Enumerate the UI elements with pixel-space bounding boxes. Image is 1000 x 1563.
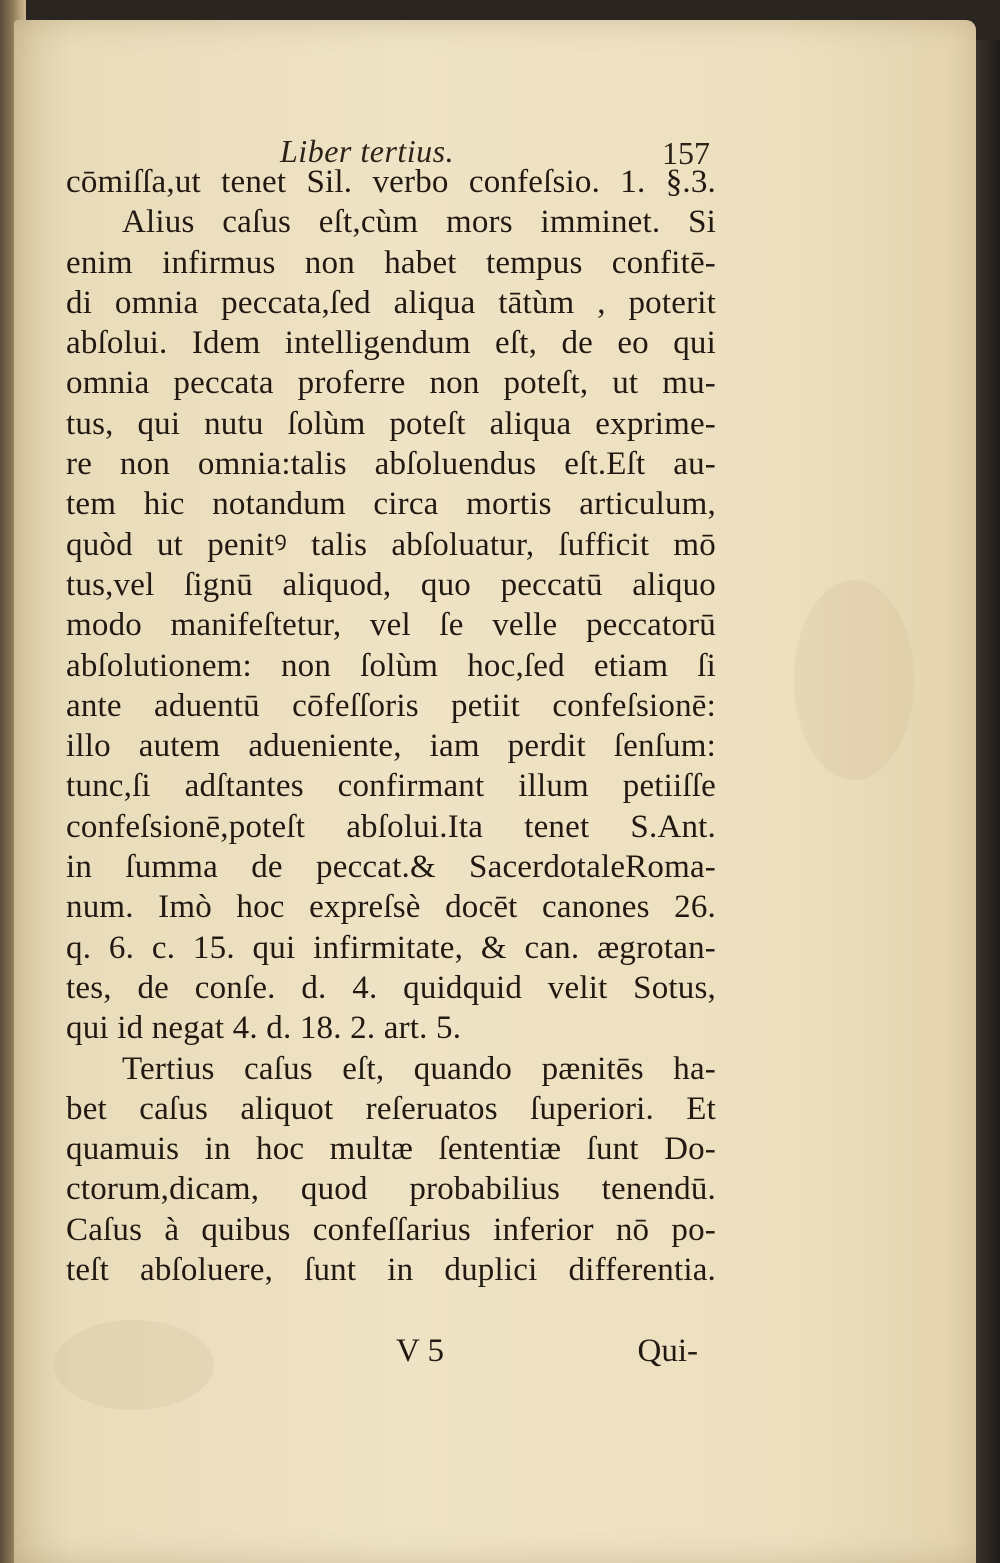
text-line: cōmiſſa,ut tenet Sil. verbo confeſsio. 1. §.3. [66,164,716,200]
page-edge-shadow [976,40,1000,1563]
body-text [66,162,716,1290]
text-line: illo autem adueniente, iam perdit ſenſum: [66,728,716,765]
text-line: in ſumma de peccat.& SacerdotaleRoma- [66,849,716,886]
text-line: modo manifeſtetur, vel ſe velle peccatorū [66,607,716,644]
text-line: tunc,ſi adſtantes confirmant illum petiiſſe [66,768,716,805]
text-line: confeſsionē,poteſt abſolui.Ita tenet S.Ant. [66,808,716,845]
text-line: Alius caſus eſt,cùm mors imminet. Si [122,204,716,241]
text-line: omnia peccata proferre non poteſt, ut mu- [66,365,716,402]
text-line: di omnia peccata,ſed aliqua tātùm , poterit [66,284,716,321]
text-line: Caſus à quibus confeſſarius inferior nō po- [66,1211,716,1248]
text-line: tus, qui nutu ſolùm poteſt aliqua exprime- [66,405,716,442]
signature-mark: V 5 [396,1333,444,1369]
paper-stain [794,580,914,780]
text-line: q. 6. c. 15. qui infirmitate, & can. ægrotan- [66,929,716,966]
page-number: 157 [662,135,710,171]
text-line: abſolutionem: non ſolùm hoc,ſed etiam ſi [66,647,716,684]
page-footer [66,1333,698,1377]
text-line: re non omnia:talis abſoluendus eſt.Eſt au- [66,446,716,483]
text-line: ante aduentū cōfeſſoris petiit confeſsionē: [66,687,716,724]
text-line: num. Imò hoc expreſsè docēt canones 26. [66,889,716,926]
text-line: Tertius caſus eſt, quando pænitēs ha- [122,1050,716,1087]
text-line: tes, de conſe. d. 4. quidquid velit Sotus, [66,969,716,1006]
text-line: enim infirmus non habet tempus confitē- [66,244,716,281]
running-head-title: Liber tertius. [280,133,455,169]
text-line: tus,vel ſignū aliquod, quo peccatū aliquo [66,566,716,603]
text-line: quamuis in hoc multæ ſententiæ ſunt Do- [66,1131,716,1168]
catchword: Qui- [637,1333,698,1369]
text-line: teſt abſoluere, ſunt in duplici differentia. [66,1252,716,1289]
text-line: quòd ut penitꝰ talis abſoluatur, ſufficit mō [66,526,716,563]
text-line: qui id negat 4. d. 18. 2. art. 5. [66,1010,462,1047]
text-line: bet caſus aliquot reſeruatos ſuperiori. Et [66,1090,716,1127]
text-line: ctorum,dicam, quod probabilius tenendū. [66,1171,716,1208]
text-line: tem hic notandum circa mortis articulum, [66,486,716,523]
text-line: abſolui. Idem intelligendum eſt, de eo qui [66,325,716,362]
